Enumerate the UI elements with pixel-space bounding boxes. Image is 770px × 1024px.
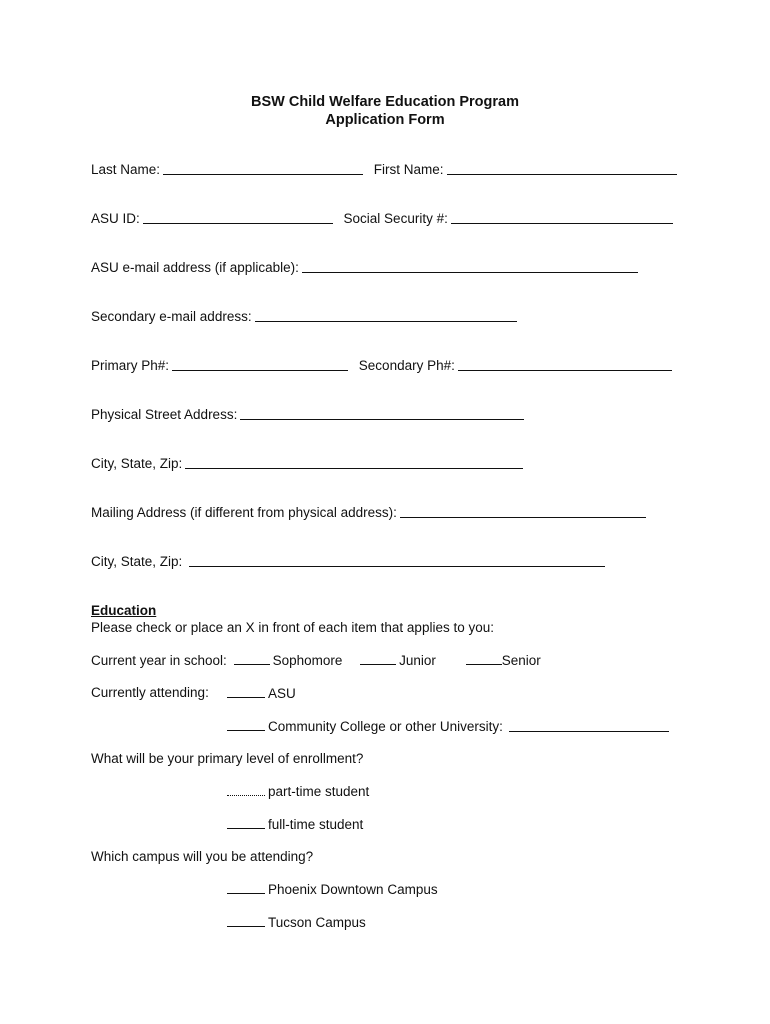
- attending-cc-row: [227, 717, 672, 736]
- sophomore-checkbox[interactable]: [234, 651, 270, 665]
- community-college-checkbox[interactable]: [227, 717, 265, 731]
- campus-question: Which campus will you be attending?: [91, 849, 314, 864]
- mailing-address-field[interactable]: [400, 504, 646, 518]
- part-time-checkbox[interactable]: [227, 782, 265, 796]
- year-label: Current year in school:: [91, 653, 227, 668]
- form-title: BSW Child Welfare Education Program: [250, 94, 520, 110]
- asu-email-field[interactable]: [302, 259, 638, 273]
- form-subtitle: Application Form: [325, 112, 445, 128]
- street-address-field[interactable]: [240, 406, 524, 420]
- enrollment-question-row: [91, 750, 363, 768]
- enrollment-question: What will be your primary level of enrollment?: [91, 751, 364, 766]
- part-time-row: [227, 782, 369, 801]
- tucson-campus-row: [227, 913, 366, 932]
- part-time-option: part-time student: [268, 784, 370, 799]
- full-time-option: full-time student: [268, 817, 364, 832]
- last-name-field[interactable]: [163, 161, 363, 175]
- phoenix-campus-checkbox[interactable]: [227, 880, 265, 894]
- first-name-field[interactable]: [447, 161, 677, 175]
- primary-phone-field[interactable]: [172, 357, 348, 371]
- ssn-field[interactable]: [451, 210, 673, 224]
- secondary-email-field[interactable]: [255, 308, 517, 322]
- secondary-phone-field[interactable]: [458, 357, 672, 371]
- other-university-field[interactable]: [509, 718, 669, 732]
- secondary-email-label: Secondary e-mail address:: [91, 309, 252, 324]
- asu-id-label: ASU ID:: [91, 211, 140, 226]
- phoenix-campus-option: Phoenix Downtown Campus: [268, 882, 438, 897]
- mailing-city-state-zip-field[interactable]: [189, 553, 605, 567]
- phoenix-campus-row: [227, 880, 438, 899]
- year-row: [91, 651, 541, 670]
- asu-id-field[interactable]: [143, 210, 333, 224]
- full-time-checkbox[interactable]: [227, 815, 265, 829]
- junior-checkbox[interactable]: [360, 651, 396, 665]
- campus-question-row: [91, 848, 313, 866]
- junior-option: Junior: [399, 653, 436, 668]
- name-row: [91, 161, 680, 179]
- tucson-campus-option: Tucson Campus: [268, 915, 366, 930]
- city-state-zip-row: [91, 455, 526, 473]
- secondary-phone-label: Secondary Ph#:: [358, 358, 455, 373]
- asu-option: ASU: [268, 686, 296, 701]
- mailing-city-state-zip-label: City, State, Zip:: [91, 554, 183, 569]
- asu-email-row: [91, 259, 641, 277]
- education-heading: Education: [91, 603, 157, 618]
- education-instructions-row: [91, 619, 494, 637]
- senior-checkbox[interactable]: [466, 651, 502, 665]
- ssn-label: Social Security #:: [343, 211, 448, 226]
- last-name-label: Last Name:: [91, 162, 161, 177]
- education-heading-row: [91, 602, 156, 620]
- mailing-city-state-zip-row: [91, 553, 608, 571]
- full-time-row: [227, 815, 363, 834]
- first-name-label: First Name:: [373, 162, 444, 177]
- city-state-zip-field[interactable]: [185, 455, 523, 469]
- education-instructions: Please check or place an X in front of each item that applies to you:: [91, 620, 494, 635]
- phone-row: [91, 357, 675, 375]
- community-college-option: Community College or other University:: [268, 719, 503, 734]
- city-state-zip-label: City, State, Zip:: [91, 456, 183, 471]
- attending-asu-row: [227, 684, 296, 703]
- attending-label: Currently attending:: [91, 685, 209, 700]
- street-address-label: Physical Street Address:: [91, 407, 238, 422]
- id-row: [91, 210, 676, 228]
- mailing-address-row: [91, 504, 649, 522]
- primary-phone-label: Primary Ph#:: [91, 358, 170, 373]
- tucson-campus-checkbox[interactable]: [227, 913, 265, 927]
- senior-option: Senior: [501, 653, 541, 668]
- asu-email-label: ASU e-mail address (if applicable):: [91, 260, 299, 275]
- street-address-row: [91, 406, 527, 424]
- secondary-email-row: [91, 308, 520, 326]
- attending-label-row: [91, 684, 209, 702]
- asu-checkbox[interactable]: [227, 684, 265, 698]
- sophomore-option: Sophomore: [272, 653, 343, 668]
- mailing-address-label: Mailing Address (if different from physical address):: [91, 505, 397, 520]
